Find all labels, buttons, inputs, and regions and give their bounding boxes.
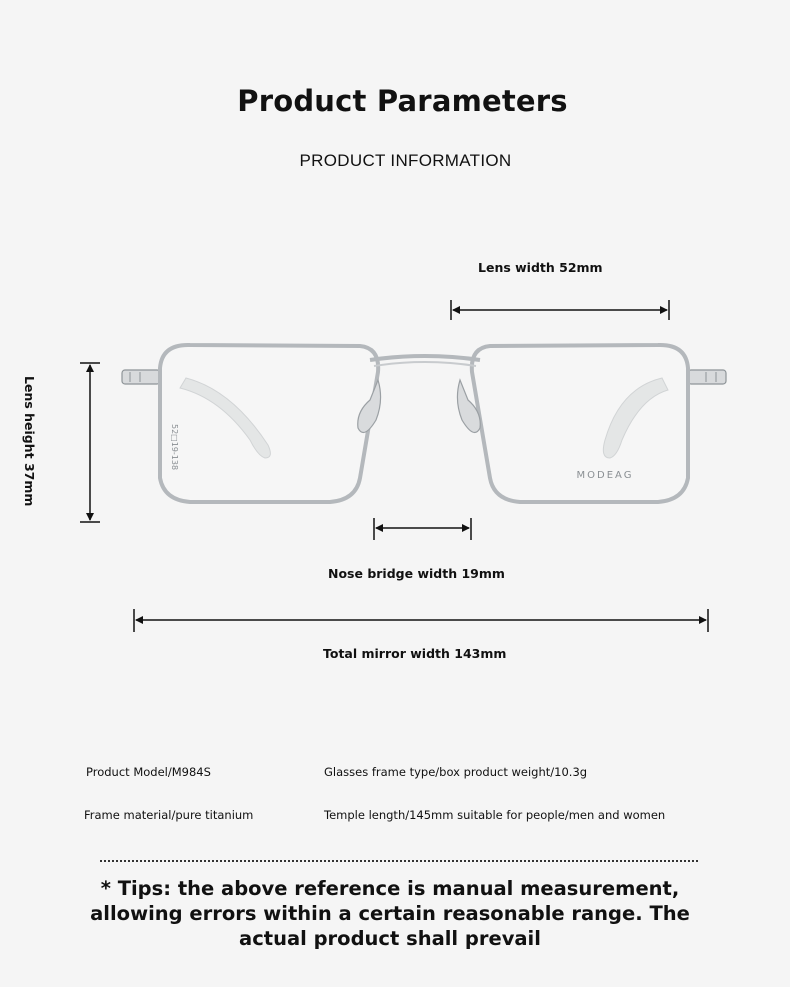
tips-note: * Tips: the above reference is manual measurement, allowing errors within a certain reasonable range. The actual product shall prevail [90,877,690,950]
page-subtitle: PRODUCT INFORMATION [299,151,512,170]
arm-engraving: 52□19-138 [170,424,179,471]
total-width-label: Total mirror width 143mm [323,646,507,661]
spec-temple-length: Temple length/145mm suitable for people/men and women [324,808,666,822]
lens-width-dimension [451,300,669,320]
spec-frame-material: Frame material/pure titanium [84,808,254,822]
page-title: Product Parameters [237,84,568,118]
nose-bridge-dimension [374,518,471,540]
lens-height-label: Lens height 37mm [22,376,37,507]
lens-width-label: Lens width 52mm [478,260,603,275]
total-width-dimension [134,609,708,632]
glasses-image [122,345,726,502]
lens-height-dimension [80,363,100,522]
spec-product-model: Product Model/M984S [86,765,211,779]
nose-bridge-label: Nose bridge width 19mm [328,566,505,581]
lens-brand-mark: MODEAG [576,470,634,481]
spec-frame-type-weight: Glasses frame type/box product weight/10.3g [324,765,588,779]
dotted-divider [100,860,698,862]
